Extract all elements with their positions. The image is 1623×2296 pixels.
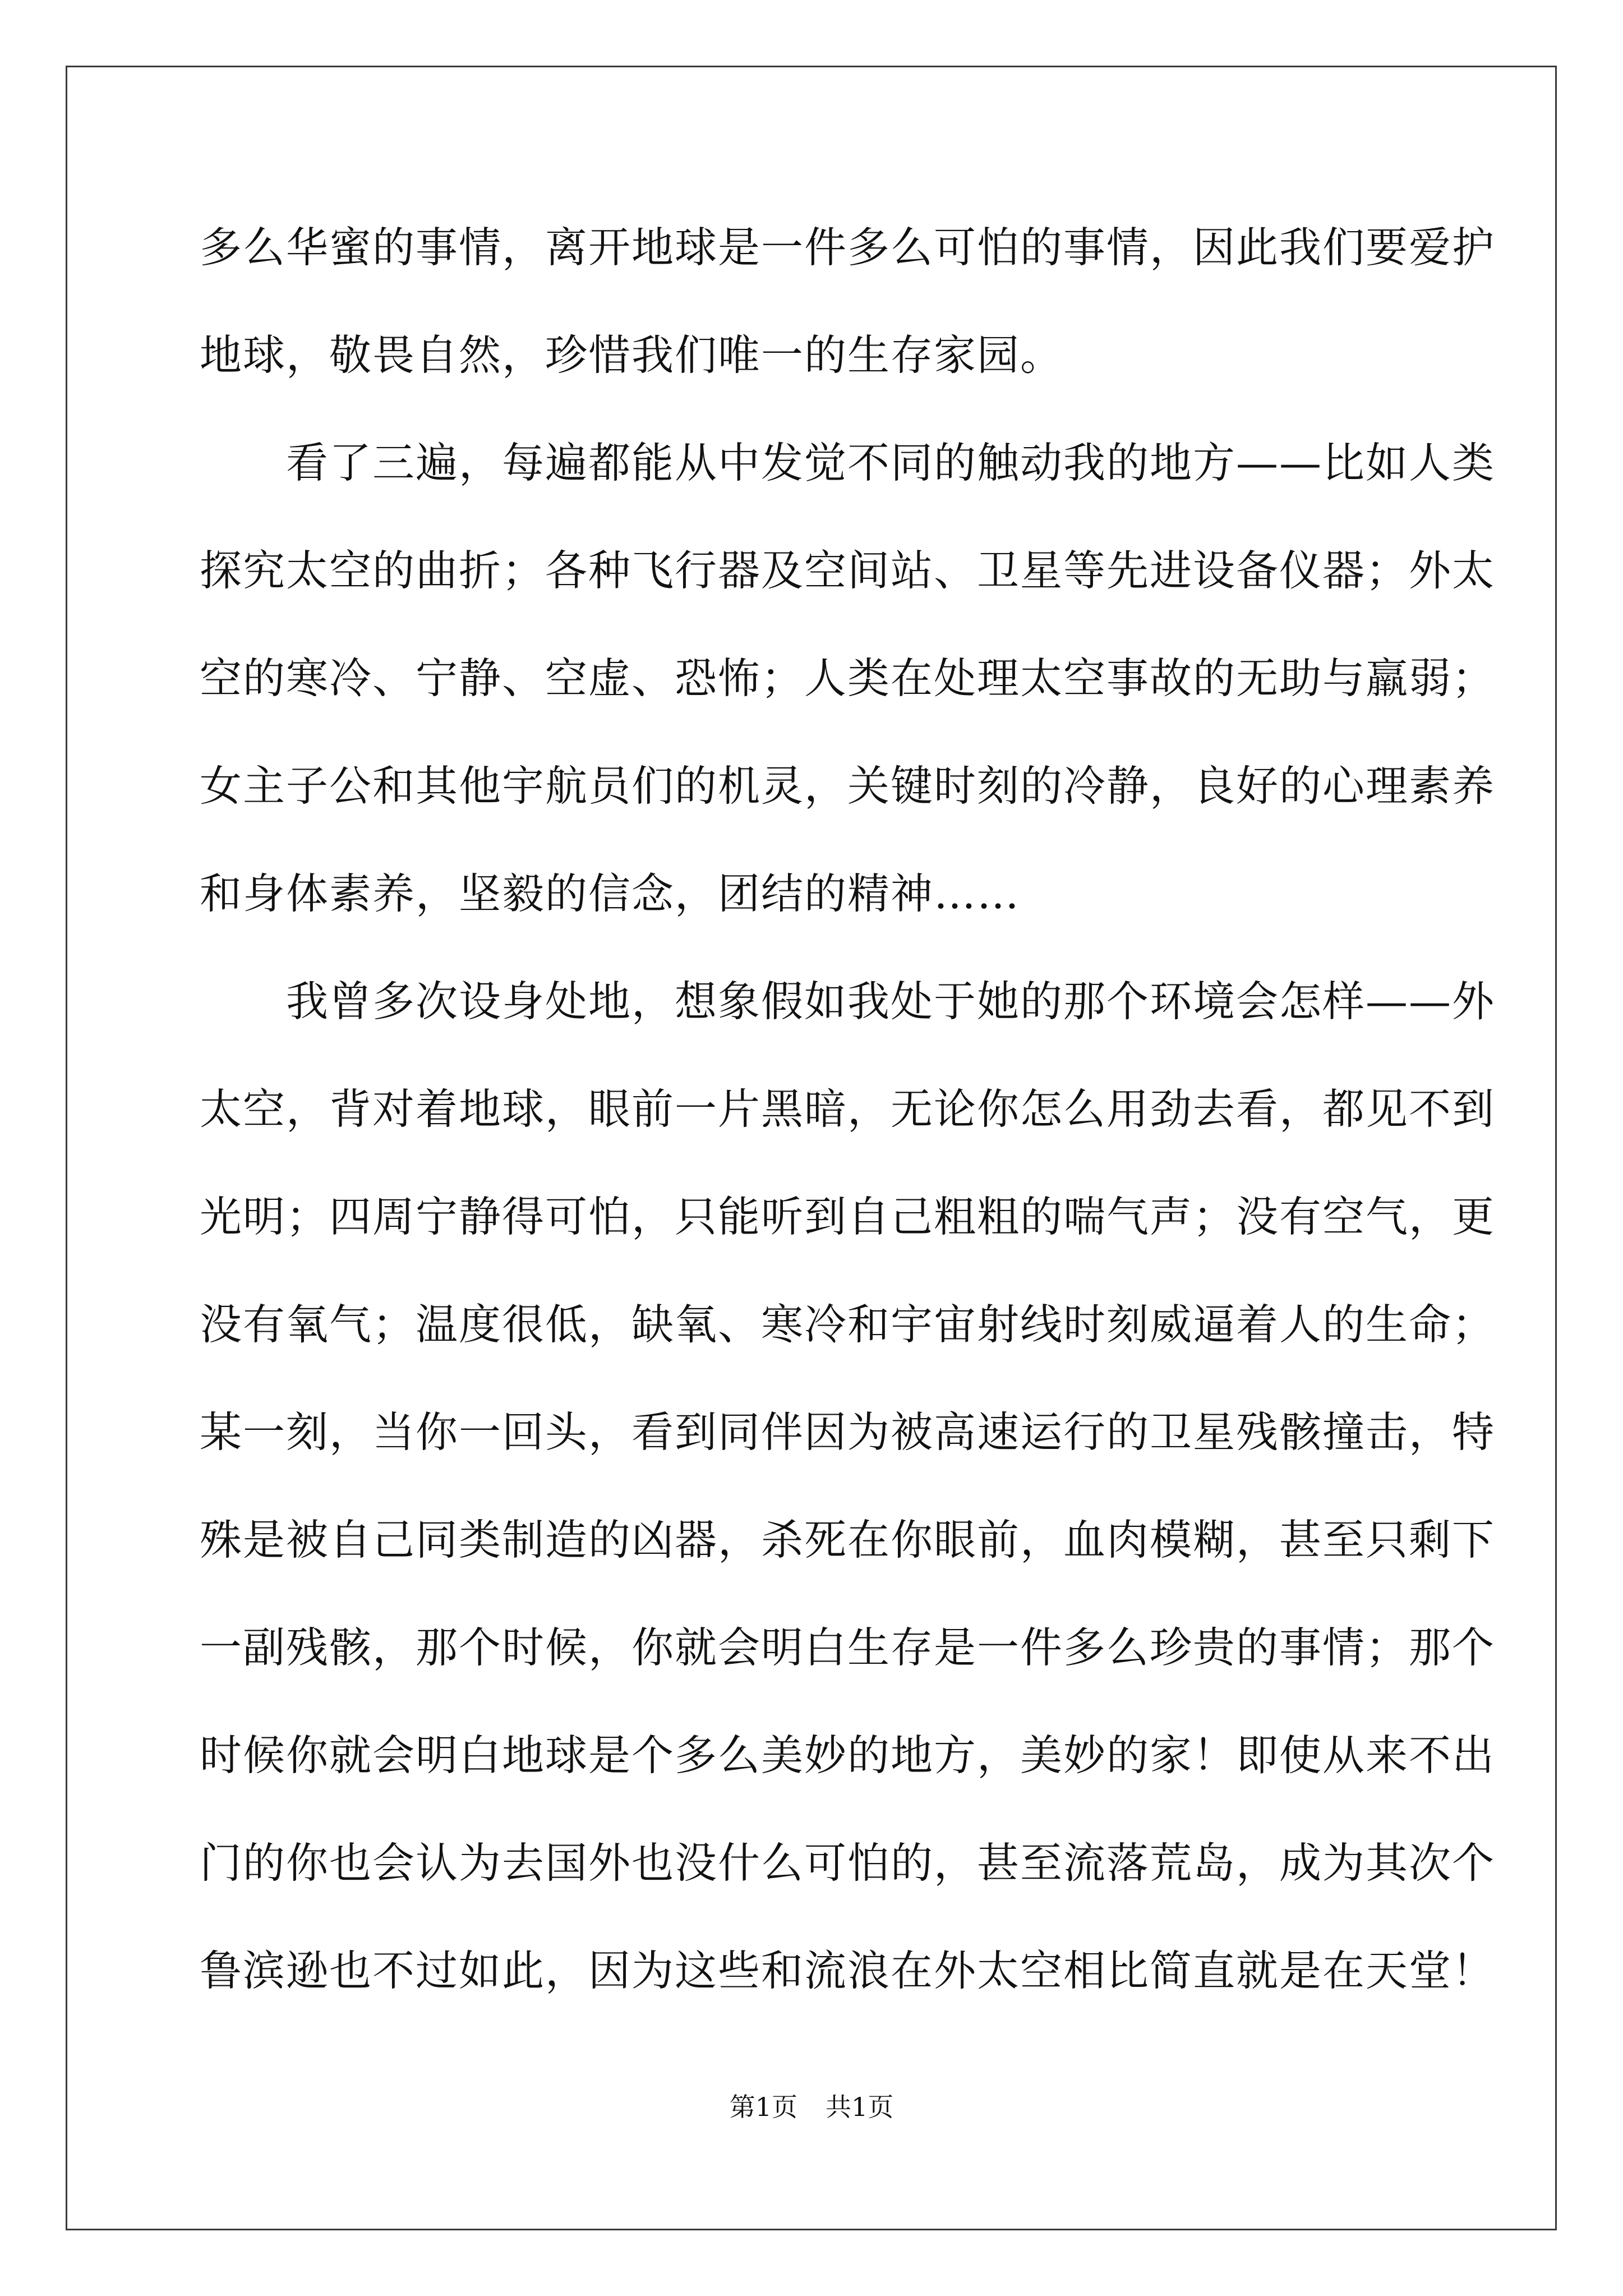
text-line: 殊是被自己同类制造的凶器，杀死在你眼前，血肉模糊，甚至只剩下 xyxy=(200,1515,1496,1565)
text-line: 没有氧气；温度很低，缺氧、寒冷和宇宙射线时刻威逼着人的生命； xyxy=(200,1300,1496,1349)
page-number: 第1页 xyxy=(729,2092,797,2122)
text-line: 一副残骸，那个时候，你就会明白生存是一件多么珍贵的事情；那个 xyxy=(200,1623,1496,1672)
text-line: 多么华蜜的事情，离开地球是一件多么可怕的事情，因此我们要爱护 xyxy=(200,223,1496,272)
text-line: 探究太空的曲折；各种飞行器及空间站、卫星等先进设备仪器；外太 xyxy=(200,546,1496,595)
text-line: 太空，背对着地球，眼前一片黑暗，无论你怎么用劲去看，都见不到 xyxy=(200,1084,1496,1134)
text-line: 光明；四周宁静得可怕，只能听到自己粗粗的喘气声；没有空气，更 xyxy=(200,1192,1496,1241)
text-line: 空的寒冷、宁静、空虚、恐怖；人类在处理太空事故的无助与羸弱； xyxy=(200,654,1496,703)
page-footer xyxy=(0,2087,1623,2124)
text-line: 看了三遍，每遍都能从中发觉不同的触动我的地方——比如人类 xyxy=(200,438,1496,487)
text-line: 门的你也会认为去国外也没什么可怕的，甚至流落荒岛，成为其次个 xyxy=(200,1838,1496,1888)
text-line: 地球，敬畏自然，珍惜我们唯一的生存家园。 xyxy=(200,330,1064,380)
text-line: 时候你就会明白地球是个多么美妙的地方，美妙的家！即使从来不出 xyxy=(200,1731,1496,1780)
text-line: 某一刻，当你一回头，看到同伴因为被高速运行的卫星残骸撞击，特 xyxy=(200,1407,1496,1457)
page-total: 共1页 xyxy=(826,2092,894,2122)
text-line: 和身体素养，坚毅的信念，团结的精神…… xyxy=(200,869,1021,918)
text-line: 我曾多次设身处地，想象假如我处于她的那个环境会怎样——外 xyxy=(200,977,1496,1026)
text-line: 鲁滨逊也不过如此，因为这些和流浪在外太空相比简直就是在天堂！ xyxy=(200,1946,1496,1995)
text-line: 女主子公和其他宇航员们的机灵，关键时刻的冷静，良好的心理素养 xyxy=(200,761,1496,811)
document-body xyxy=(200,194,1496,2024)
